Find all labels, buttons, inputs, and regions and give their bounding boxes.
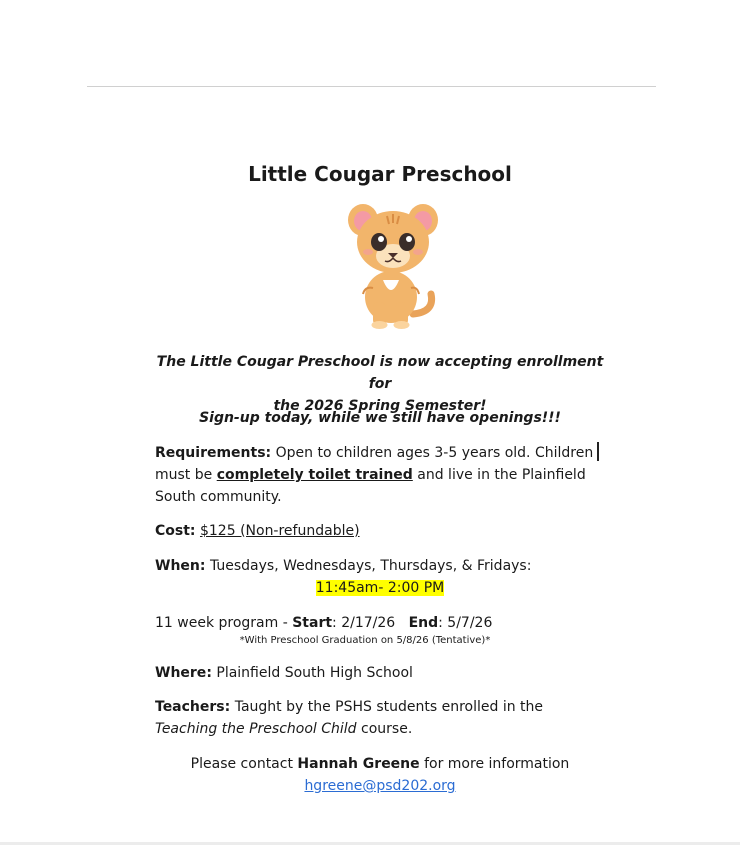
end-date: 5/7/26 [447, 615, 493, 631]
course-name: Teaching the Preschool Child [155, 721, 357, 737]
announcement-line-1: The Little Cougar Preschool is now accepting enrollment for [156, 354, 604, 392]
teachers-text-2: course. [361, 721, 413, 737]
requirements-section: Requirements: Open to children ages 3-5 years old. Children must be completely toilet trained and live in the Plainfield South community. [155, 442, 605, 508]
requirements-text-4: South community. [155, 489, 282, 505]
start-date: 2/17/26 [341, 615, 396, 631]
requirements-text-1: Open to children ages 3-5 years old. Children [275, 445, 594, 461]
start-label: Start [292, 615, 333, 631]
when-time: 11:45am- 2:00 PM [315, 580, 445, 596]
requirements-text-3: and live in the Plainfield [417, 467, 586, 483]
cougar-cub-illustration [343, 202, 443, 330]
flyer-title: Little Cougar Preschool [248, 162, 512, 186]
teachers-section: Teachers: Taught by the PSHS students enrolled in the Teaching the Preschool Child course. [155, 699, 544, 737]
contact-name: Hannah Greene [297, 756, 420, 772]
requirements-label: Requirements [155, 445, 266, 461]
program-length: 11 week program - [155, 615, 288, 631]
teachers-label: Teachers [155, 699, 225, 715]
contact-section [155, 753, 605, 797]
requirements-emphasis: completely toilet trained [216, 467, 413, 483]
cost-section: Cost: $125 (Non-refundable) [155, 523, 360, 539]
top-divider [87, 86, 656, 87]
cost-value: $125 (Non-refundable) [199, 523, 360, 539]
text-cursor [597, 442, 599, 461]
where-section: Where: Plainfield South High School [155, 665, 413, 681]
requirements-text-2: must be [155, 467, 213, 483]
signup-callout: Sign-up today, while we still have openings!!! [199, 410, 561, 426]
when-days: Tuesdays, Wednesdays, Thursdays, & Fridays: [209, 558, 532, 574]
graduation-note: *With Preschool Graduation on 5/8/26 (Tentative)* [239, 635, 491, 646]
contact-suffix: for more information [424, 756, 570, 772]
program-section: 11 week program - Start: 2/17/26 End: 5/7/26 *With Preschool Graduation on 5/8/26 (Tentative)* [155, 612, 605, 648]
when-section: When: Tuesdays, Wednesdays, Thursdays, & Fridays: 11:45am- 2:00 PM [155, 558, 532, 596]
contact-prefix: Please contact [190, 756, 293, 772]
where-value: Plainfield South High School [216, 665, 413, 681]
contact-email-link[interactable]: hgreene@psd202.org [304, 778, 456, 794]
cost-label: Cost [155, 523, 190, 539]
announcement-line-2: the 2026 Spring Semester! [273, 398, 487, 414]
teachers-text-1: Taught by the PSHS students enrolled in the [234, 699, 544, 715]
when-label: When [155, 558, 200, 574]
end-label: End [408, 615, 439, 631]
where-label: Where [155, 665, 207, 681]
